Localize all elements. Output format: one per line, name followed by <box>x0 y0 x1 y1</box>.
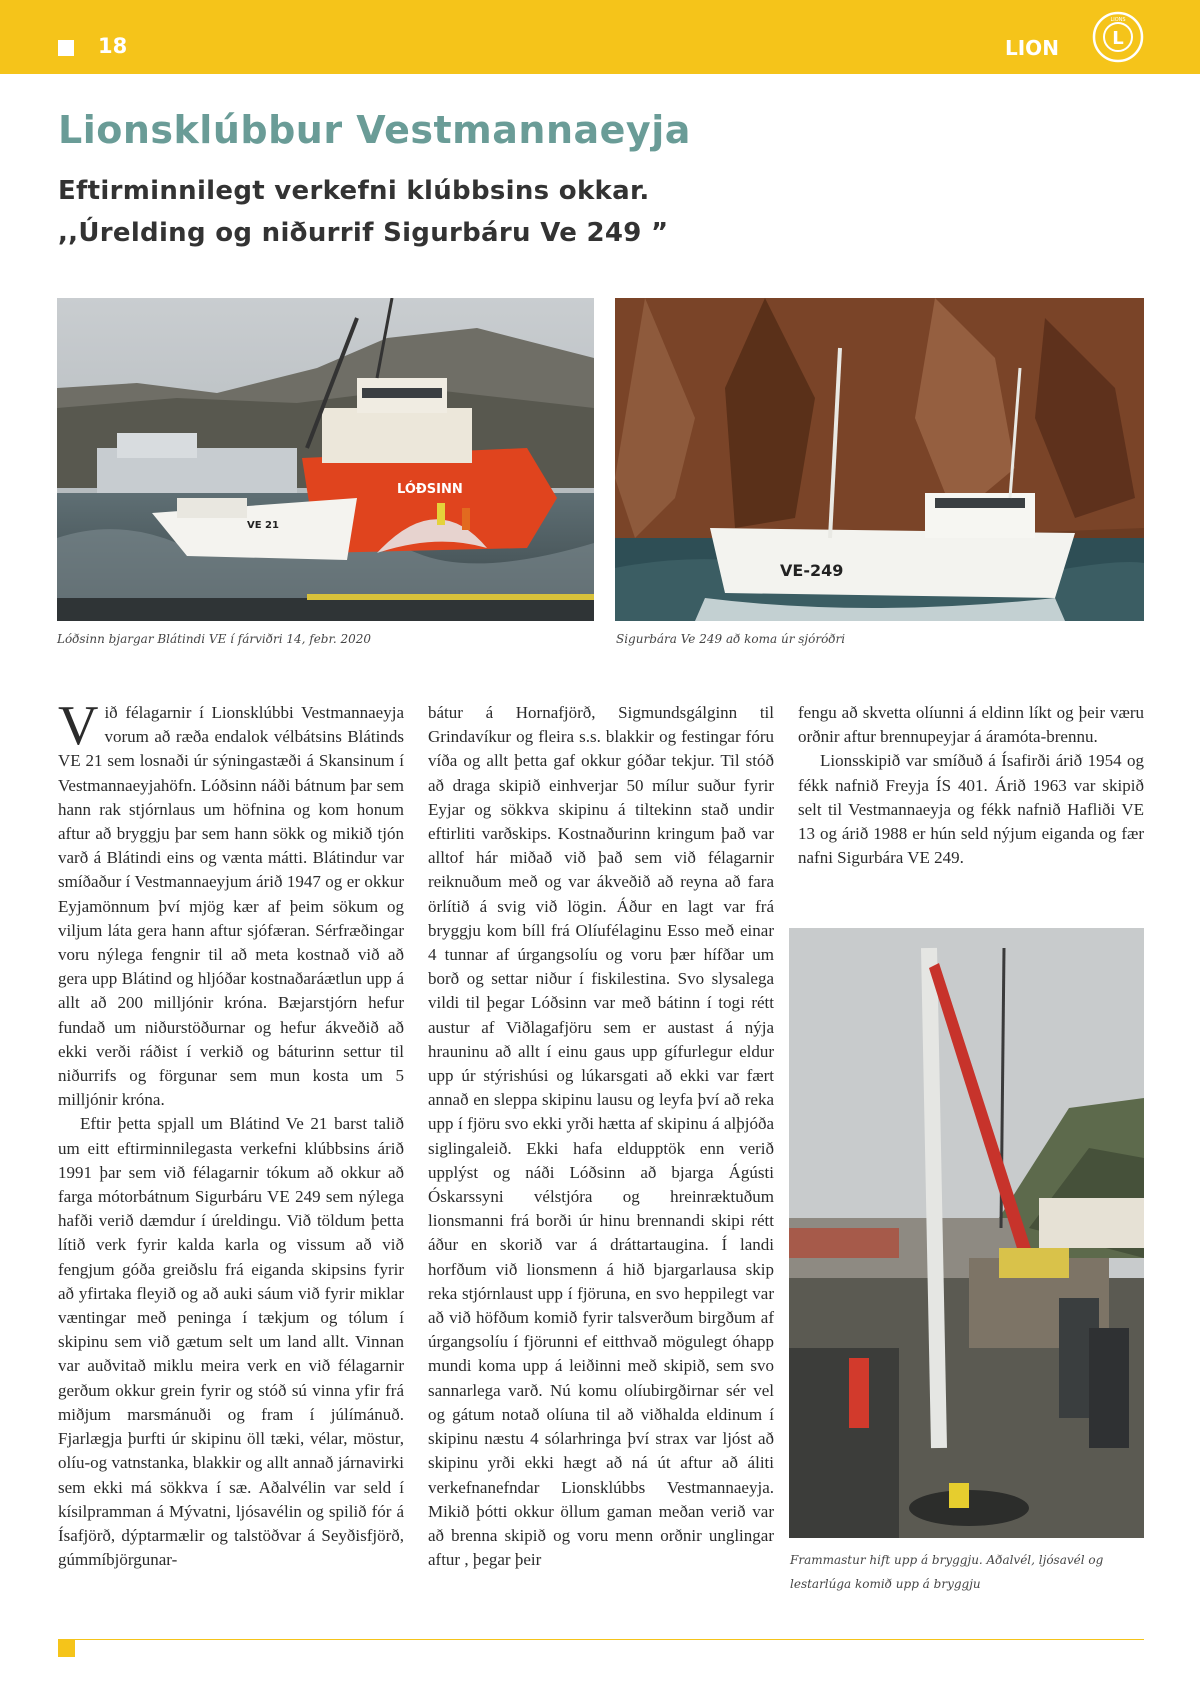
text-column-1 <box>58 695 404 1572</box>
paragraph: Lionsskipið var smíðuð á Ísafirði árið 1954 og fékk nafnið Freyja ÍS 401. Árið 1963 var skipið selt til Vestmannaeyja og fékk nafnið Hafliði VE 13 og árið 1988 er hún seld nýjum eiganda og fær nafni Sigurbára VE 249. <box>798 751 1144 868</box>
footer-rule <box>58 1639 1144 1640</box>
paragraph: Við félagarnir í Lionsklúbbi Vestmannaeyja vorum að ræða endalok vélbátsins Blátinds VE 21 sem losnaði úr sýningastæði á Skansinum í Vestmannaeyjahöfn. Lóðsinn náði bátnum þar sem hann rak stjórnlaus um höfnina og kom honum aftur að bryggju þar sem hann sökk og mikið tjón varð á Blátindi eins og vænta mátti. Blátindur var smíðaður í Vestmannaeyjum árið 1947 og er okkur Eyjamönnum því mjög kær af þeim sökum og viljum láta gera hann aftur sjófæran. Sérfræðingar voru nýlega fengnir til að meta kostnað við að gera upp Blátind og hljóðar kostnaðaráætlun upp á allt að 200 milljónir króna. Bæjarstjórn hefur fundað um niðurstöðurnar og hefur ákveðið að ekki verði ráðist í verkið og báturinn settur til niðurrifs og förgunar sem mun kosta um 5 milljónir króna. <box>58 695 404 1110</box>
text-column-2 <box>428 701 774 1572</box>
text-column-3 <box>798 701 1144 870</box>
photo-sigurbara-at-sea <box>615 298 1144 621</box>
paragraph: fengu að skvetta olíunni á eldinn líkt og þeir væru orðnir aftur brennupeyjar á áramóta-brennu. <box>798 703 1144 747</box>
svg-text:LIONS: LIONS <box>1110 17 1126 23</box>
article-title: Lionsklúbbur Vestmannaeyja <box>58 108 691 152</box>
subtitle-line-1: Eftirminnilegt verkefni klúbbsins okkar. <box>58 176 650 206</box>
paragraph: Eftir þetta spjall um Blátind Ve 21 barst talið um eitt eftirminnilegasta verkefni klúbbsins árið 1991 þar sem við félagarnir tókum að okkur að farga mótorbátnum Sigurbáru VE 249 sem nýlega hafði verið dæmdur í úreldingu. Við töldum þetta lítið verk fyrir kalda karla og vissum að við fengjum góða greiðslu frá eiganda skipsins fyrir að yfirtaka fleyið og að auki sáum við fyrir miklar væntingar með peninga í tækjum og tólum í skipinu sem við gætum selt um land allt. Vinnan var auðvitað miklu meira verk en við félagarnir gerðum okkur grein fyrir og stóð sú vinna yfir frá miðjum marsmánuði og fram í júlímánuð. Fjarlægja þurfti úr skipinu öll tæki, vélar, möstur, olíu-og vatnstanka, blakkir og allt annað járnavirki sem ekki má sökkva í sæ. Aðalvélin var seld í kísilpramman á Mývatni, ljósavélin og spilið fór á Ísafjörð, dýptarmælir og talstöðvar á Seyðisfjörð, gúmmíbjörgunar- <box>58 1114 404 1570</box>
page-number: 18 <box>98 34 128 58</box>
drop-cap: V <box>58 695 99 757</box>
subtitle-line-2: ,,Úrelding og niðurrif Sigurbáru Ve 249 ˮ <box>58 218 669 248</box>
lions-logo-icon <box>1092 11 1144 63</box>
hull-lettering-lodsinn: LÓÐSINN <box>397 482 463 497</box>
photo-caption-3: Frammastur hift upp á bryggju. Aðalvél, ljósavél og lestarlúga komið upp á bryggju <box>790 1553 1104 1591</box>
photo-caption-1: Lóðsinn bjargar Blátindi VE í fárviðri 14, febr. 2020 <box>57 632 372 646</box>
magazine-name: LION <box>1005 36 1059 60</box>
photo-caption-2: Sigurbára Ve 249 að koma úr sjóróðri <box>616 632 846 646</box>
hull-lettering-ve249: VE-249 <box>780 561 844 580</box>
page-marker-square <box>58 40 74 56</box>
svg-text:L: L <box>1112 28 1124 49</box>
hull-lettering-ve21: VE 21 <box>247 520 279 531</box>
header-bar <box>0 0 1200 74</box>
photo-mast-crane <box>789 928 1144 1538</box>
footer-marker-square <box>58 1640 75 1657</box>
photo-lodsinn-rescue <box>57 298 594 621</box>
paragraph: bátur á Hornafjörð, Sigmundsgálginn til Grindavíkur og fleira s.s. blakkir og festingar fóru víða og allt þetta gaf okkur góðar tekjur. Til stóð að draga skipið einhverjar 50 mílur suður fyrir Eyjar og sökkva skipinu á tiltekinn stað undir eftirliti varðskips. Kostnaðurinn kringum það var alltof hár miðað við það sem við félagarnir reiknuðum með og var ákveðið að reyna að fara örlítið á svig við lögin. Áður en lagt var frá bryggju kom bíll frá Olíufélaginu Esso með einar 4 tunnar af úrgangsolíu og voru þær hífðar um borð og settar niður í fiskilestina. Svo slysalega vildi til þegar Lóðsinn var með bátinn í togi rétt austur af Viðlagafjöru sem er austast á nýja hrauninu að allt í einu gaus upp gífurlegur eldur upp úr stýrishúsi og lúkarsgati að ekki var fært annað en sleppa skipinu lausu og leyfa því að reka upp í fjöru svo ekki yrði hætta af skipinu á alþjóða siglingaleið. Ekki hafa eldupptök enn verið upplýst og náði Lóðsinn að bjarga Ágústi Óskarssyni vélstjóra og hreinræktuðum lionsmanni frá borði úr hinu brennandi skipi rétt áður en skorið var á dráttartaugina. Í landi horfðum við lionsmenn á hið bjargarlausa skip reka stjórnlaust upp í fjöruna, en svo heppilegt var að við höfðum komið fyrir talsverðum birgðum af úrgangsolíu í fjörunni ef eitthvað mögulegt óhapp mundi koma upp á leiðinni með skipið, sem svo sannarlega varð. Nú komu olíubirgðirnar sér vel og gátum notað olíuna til að viðhalda eldinum í skipinu næstu 4 sólarhringa því strax var ljóst að skipinu yrði ekki hægt að ná út aftur að áliti verkefnanefndar Lionsklúbbs Vestmannaeyja. Mikið þótti okkur öllum gaman meðan verið var að brenna skipið og voru menn orðnir unglingar aftur , þegar þeir <box>428 703 774 1570</box>
article-subtitle <box>58 170 668 254</box>
